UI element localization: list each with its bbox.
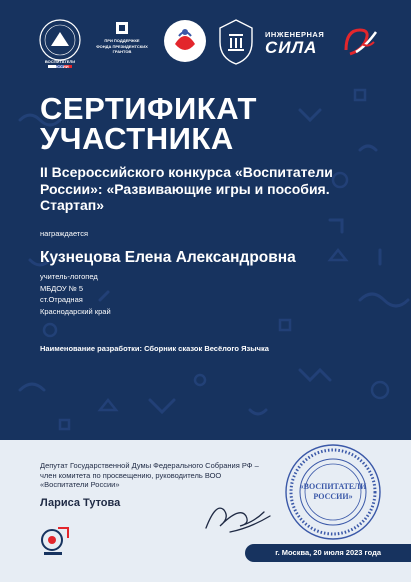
date-place: г. Москва, 20 июля 2023 года — [275, 548, 381, 557]
fond-grantov-caption-top: ПРИ ПОДДЕРЖКЕ — [104, 38, 140, 43]
vospitateli-rossii-logo — [38, 18, 82, 70]
vospitateli-rossii-caption: ВОСПИТАТЕЛИ РОССИИ — [44, 59, 76, 69]
recipient-locality: ст.Отрадная — [40, 295, 83, 304]
recipient-info — [40, 271, 111, 317]
fond-grantov-logo — [92, 18, 152, 54]
recipient-position: учитель-логопед — [40, 272, 98, 281]
inzhenernaya-sila-top: ИНЖЕНЕРНАЯ — [265, 30, 325, 39]
certificate-title — [40, 91, 257, 156]
stamp-text-line-1: «ВОСПИТАТЕЛИ — [299, 482, 367, 491]
handwritten-signature — [200, 498, 280, 538]
official-stamp — [283, 442, 383, 542]
awarded-label: награждается — [40, 229, 89, 238]
institute-emblem — [218, 18, 254, 68]
inzhenernaya-sila-logo — [265, 30, 331, 57]
signatory-name: Лариса Тутова — [40, 497, 121, 509]
date-bar — [245, 544, 411, 562]
work-title: Наименование разработки: Сборник сказок Весёлого Язычка — [40, 344, 269, 353]
title-line-2: УЧАСТНИКА — [40, 121, 234, 156]
title-line-1: СЕРТИФИКАТ — [40, 91, 257, 126]
corner-emblem — [40, 520, 72, 560]
recipient-name: Кузнецова Елена Александровна — [40, 249, 296, 266]
stamp-text-line-2: РОССИИ» — [313, 492, 353, 501]
luv-logo — [340, 24, 380, 58]
recipient-region: Краснодарский край — [40, 306, 111, 316]
mother-child-emblem — [162, 18, 208, 64]
fond-grantov-caption: ФОНДА ПРЕЗИДЕНТСКИХ ГРАНТОВ — [96, 44, 148, 54]
inzhenernaya-sila-bottom: СИЛА — [265, 38, 318, 57]
contest-description: II Всероссийского конкурса «Воспитатели России»: «Развивающие игры и пособия. Стартап» — [40, 164, 333, 213]
signatory-description: Депутат Государственной Думы Федерального Собрания РФ – член комитета по просвещению, руководитель ВОО «Воспитатели России» — [40, 461, 259, 489]
recipient-organization: МБДОУ № 5 — [40, 283, 84, 293]
partner-logos — [0, 18, 411, 78]
